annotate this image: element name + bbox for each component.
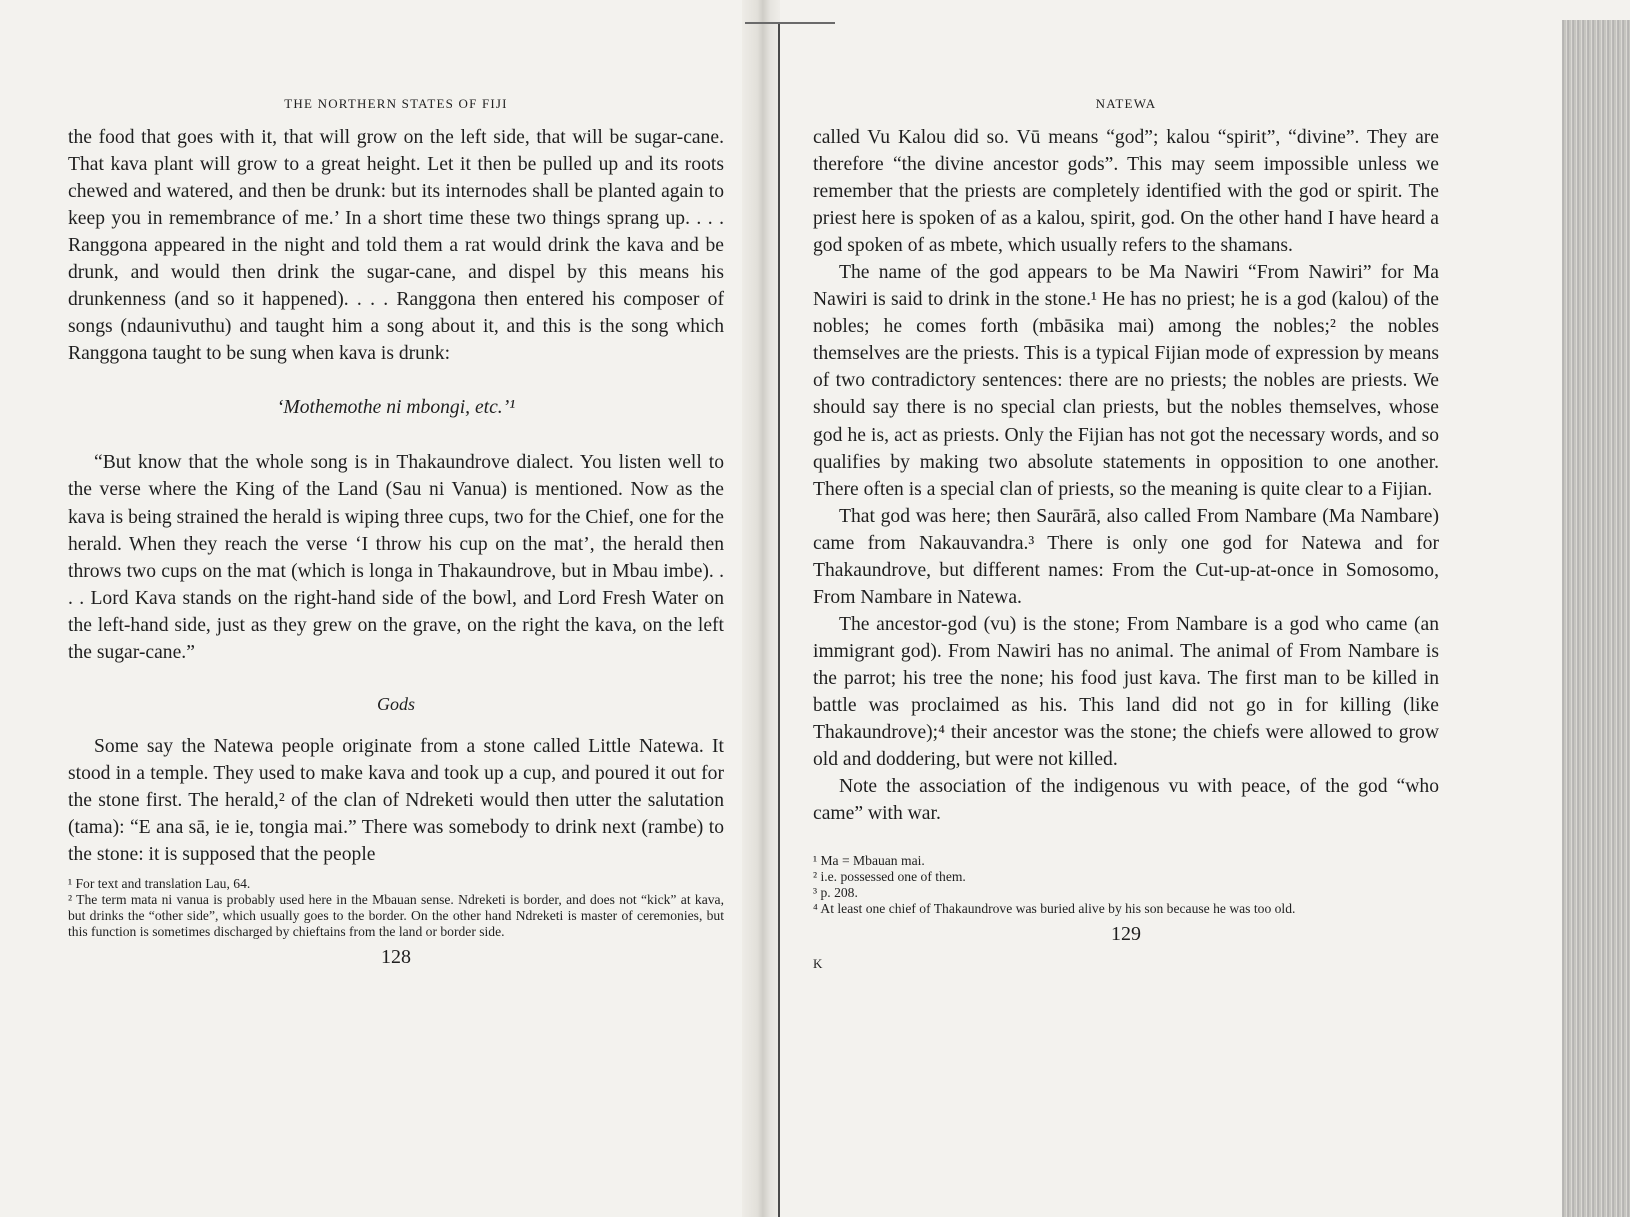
footnote: ⁴ At least one chief of Thakaundrove was buried alive by his son because he was too old. [813, 901, 1296, 917]
footnote: ¹ For text and translation Lau, 64. [68, 876, 251, 892]
page-number: 129 [1111, 923, 1141, 946]
footnote: ¹ Ma = Mbauan mai. [813, 853, 925, 869]
footnotes [68, 876, 724, 940]
paragraph: the food that goes with it, that will grow on the left side, that will be sugar-cane. That kava plant will grow to a great height. Let it then be pulled up and its roots chewed and watered, and then be drunk: but its internodes shall be planted again to keep you in remembrance of me.’ In a short time these two things sprang up. . . . Ranggona appeared in the night and told them a rat would drink the kava and be drunk, and would then drink the sugar-cane, and dispel by this means his drunkenness (and so it happened). . . . Ranggona then entered his composer of songs (ndaunivuthu) and taught him a song about it, and this is the song which Ranggona taught to be sung when kava is drunk: [68, 127, 724, 365]
paragraph: “But know that the whole song is in Thakaundrove dialect. You listen well to the verse where the King of the Land (Sau ni Vanua) is mentioned. Now as the kava is being strained the herald is wiping three cups, two for the Chief, one for the herald. When they reach the verse ‘I throw his cup on the mat’, the herald then throws two cups on the mat (which is longa in Thakaundrove, but in Mbau imbe). . . . Lord Kava stands on the right-hand side of the bowl, and Lord Fresh Water on the left-hand side, just as they grew on the grave, on the right the kava, on the left the sugar-cane.” [68, 452, 724, 663]
paragraph: The ancestor-god (vu) is the stone; From Nambare is a god who came (an immigrant god). From Nawiri has no animal. The animal of From Nambare is the parrot; his tree the none; his food just kava. The first man to be killed in battle was proclaimed as his. This land did not go in for killing (like Thakaundrove);⁴ their ancestor was the stone; the chiefs were allowed to grow old and doddering, but were not killed. [813, 613, 1439, 771]
song-verse: ‘Mothemothe ni mbongi, etc.’¹ [276, 397, 516, 419]
paragraph: The name of the god appears to be Ma Nawiri “From Nawiri” for Ma Nawiri is said to drink in the stone.¹ He has no priest; he is a god (kalou) of the nobles; he comes forth (mbāsika mai) among the nobles;² the nobles themselves are the priests. This is a typical Fijian mode of expression by means of two contradictory sentences: there are no priests; the nobles are priests. We should say there is no special clan priests, but the nobles themselves, whose god he is, act as priests. Only the Fijian has not got the necessary words, and so qualifies by making two absolute statements in opposition to one another. There often is a special clan of priests, so the meaning is quite clear to a Fijian. [813, 262, 1439, 500]
book-gutter [742, 0, 780, 1217]
running-head: NATEWA [1095, 96, 1157, 111]
footnote: ² i.e. possessed one of them. [813, 869, 966, 885]
page-edge-rule [745, 22, 835, 24]
signature-mark: K [813, 956, 823, 972]
paragraph: called Vu Kalou did so. Vū means “god”; kalou “spirit”, “divine”. They are therefore “the divine ancestor gods”. This may seem impossible unless we remember that the priests are completely identified with the god or spirit. The priest here is spoken of as a kalou, spirit, god. On the other hand I have heard a god spoken of as mbete, which usually refers to the shamans. [813, 127, 1439, 257]
footnotes [813, 853, 1439, 917]
section-heading: Gods [376, 693, 415, 714]
paragraph: Note the association of the indigenous vu with peace, of the god “who came” with war. [813, 776, 1439, 825]
page-number: 128 [381, 946, 411, 969]
right-page [813, 96, 1439, 972]
gutter-shadow-line [778, 22, 780, 1217]
paragraph: Some say the Natewa people originate from a stone called Little Natewa. It stood in a temple. They used to make kava and took up a cup, and poured it out for the stone first. The herald,² of the clan of Ndreketi would then utter the salutation (tama): “E ana sā, ie ie, tongia mai.” There was somebody to drink next (rambe) to the stone: it is supposed that the people [68, 735, 724, 865]
paragraph: That god was here; then Saurārā, also called From Nambare (Ma Nambare) came from Nakauvandra.³ There is only one god for Natewa and for Thakaundrove, but different names: From the Cut-up-at-once in Somosomo, From Nambare in Natewa. [813, 505, 1439, 608]
page-stack-edge [1562, 20, 1630, 1217]
left-page [68, 96, 724, 969]
footnote: ² The term mata ni vanua is probably used here in the Mbauan sense. Ndreketi is border, and does not “kick” at kava, but drinks the “other side”, which usually goes to the border. On the other hand Ndreketi is master of ceremonies, but this function is sometimes discharged by chieftains from the land or border side. [68, 892, 724, 940]
running-head: THE NORTHERN STATES OF FIJI [284, 96, 508, 111]
footnote: ³ p. 208. [813, 885, 858, 901]
